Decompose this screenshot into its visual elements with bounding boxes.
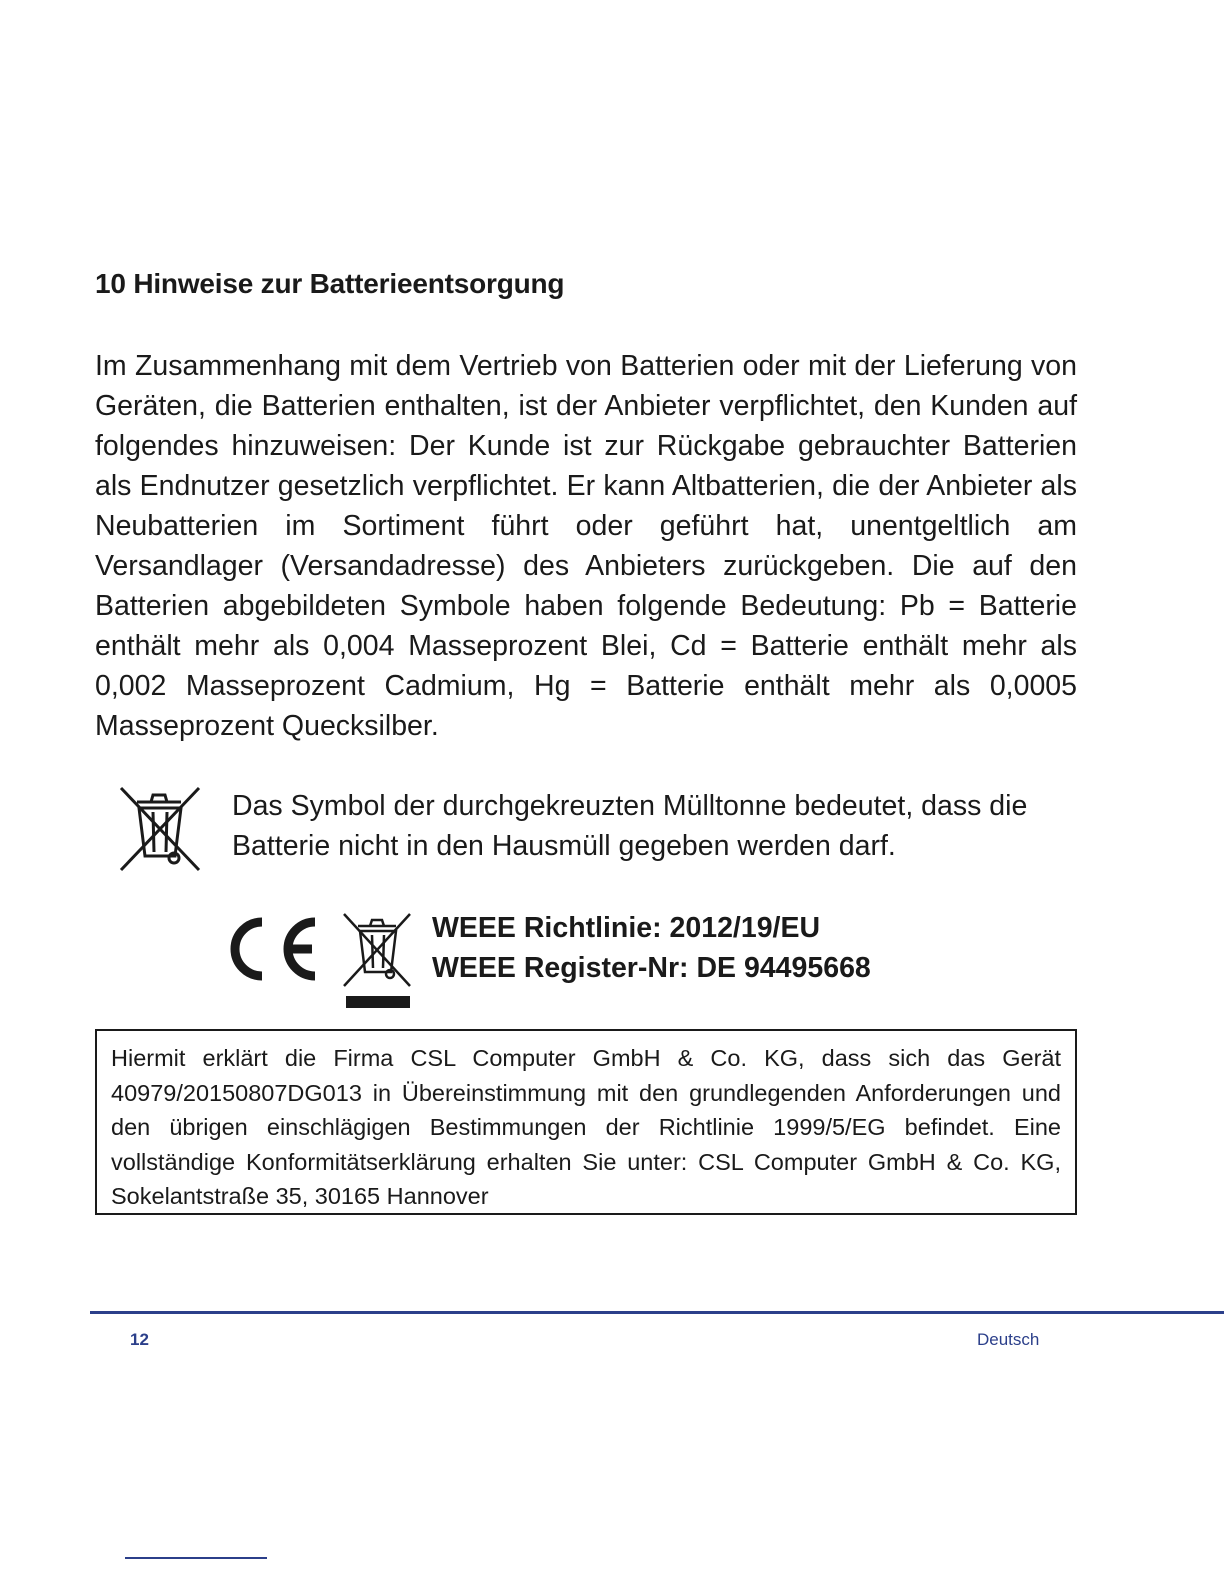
crossed-out-wheelie-bin-icon [115, 782, 205, 874]
weee-info [432, 908, 871, 988]
footer-language-label: Deutsch [977, 1330, 1040, 1349]
ce-mark-icon [220, 912, 320, 986]
bottom-divider [125, 1557, 267, 1559]
weee-register-number: WEEE Register-Nr: DE 94495668 [432, 952, 871, 984]
weee-directive: WEEE Richtlinie: 2012/19/EU [432, 912, 821, 944]
section-heading: 10 Hinweise zur Batterieentsorgung [95, 268, 565, 299]
declaration-of-conformity-box [95, 1029, 1077, 1215]
footer-divider [90, 1311, 1224, 1314]
bin-symbol-notice: Das Symbol der durchgekreuzten Mülltonne bedeutet, dass die Batterie nicht in den Hausmüll gegeben werden darf. [232, 790, 1028, 862]
battery-disposal-paragraph: Im Zusammenhang mit dem Vertrieb von Batterien oder mit der Lieferung von Geräten, die Batterien enthalten, ist der Anbieter verpflichtet, den Kunden auf folgendes hinzuweisen: Der Kunde ist zur Rückgabe gebrauchter Batterien als Endnutzer gesetzlich verpflichtet. Er kann Altbatterien, die der Anbieter als Neubatterien im Sortiment führt oder geführt hat, unentgeltlich am Versandlager (Versandadresse) des Anbieters zurückgeben. Die auf den Batterien abgebildeten Symbole haben folgende Bedeutung: Pb = Batterie enthält mehr als 0,004 Masseprozent Blei, Cd = Batterie enthält mehr als 0,002 Masseprozent Cadmium, Hg = Batterie enthält mehr als 0,0005 Masseprozent Quecksilber. [95, 350, 1077, 742]
declaration-text: Hiermit erklärt die Firma CSL Computer GmbH & Co. KG, dass sich das Gerät 40979/20150807DG013 in Übereinstimmung mit den grundlegenden Anforderungen und den übrigen einschlägigen Bestimmungen der Richtlinie 1999/5/EG befindet. Eine vollständige Konformitätserklärung erhalten Sie unter: CSL Computer GmbH & Co. KG, Sokelantstraße 35, 30165 Hannover [111, 1045, 1061, 1209]
page-number: 12 [130, 1330, 149, 1349]
weee-bin-icon [340, 910, 414, 1010]
